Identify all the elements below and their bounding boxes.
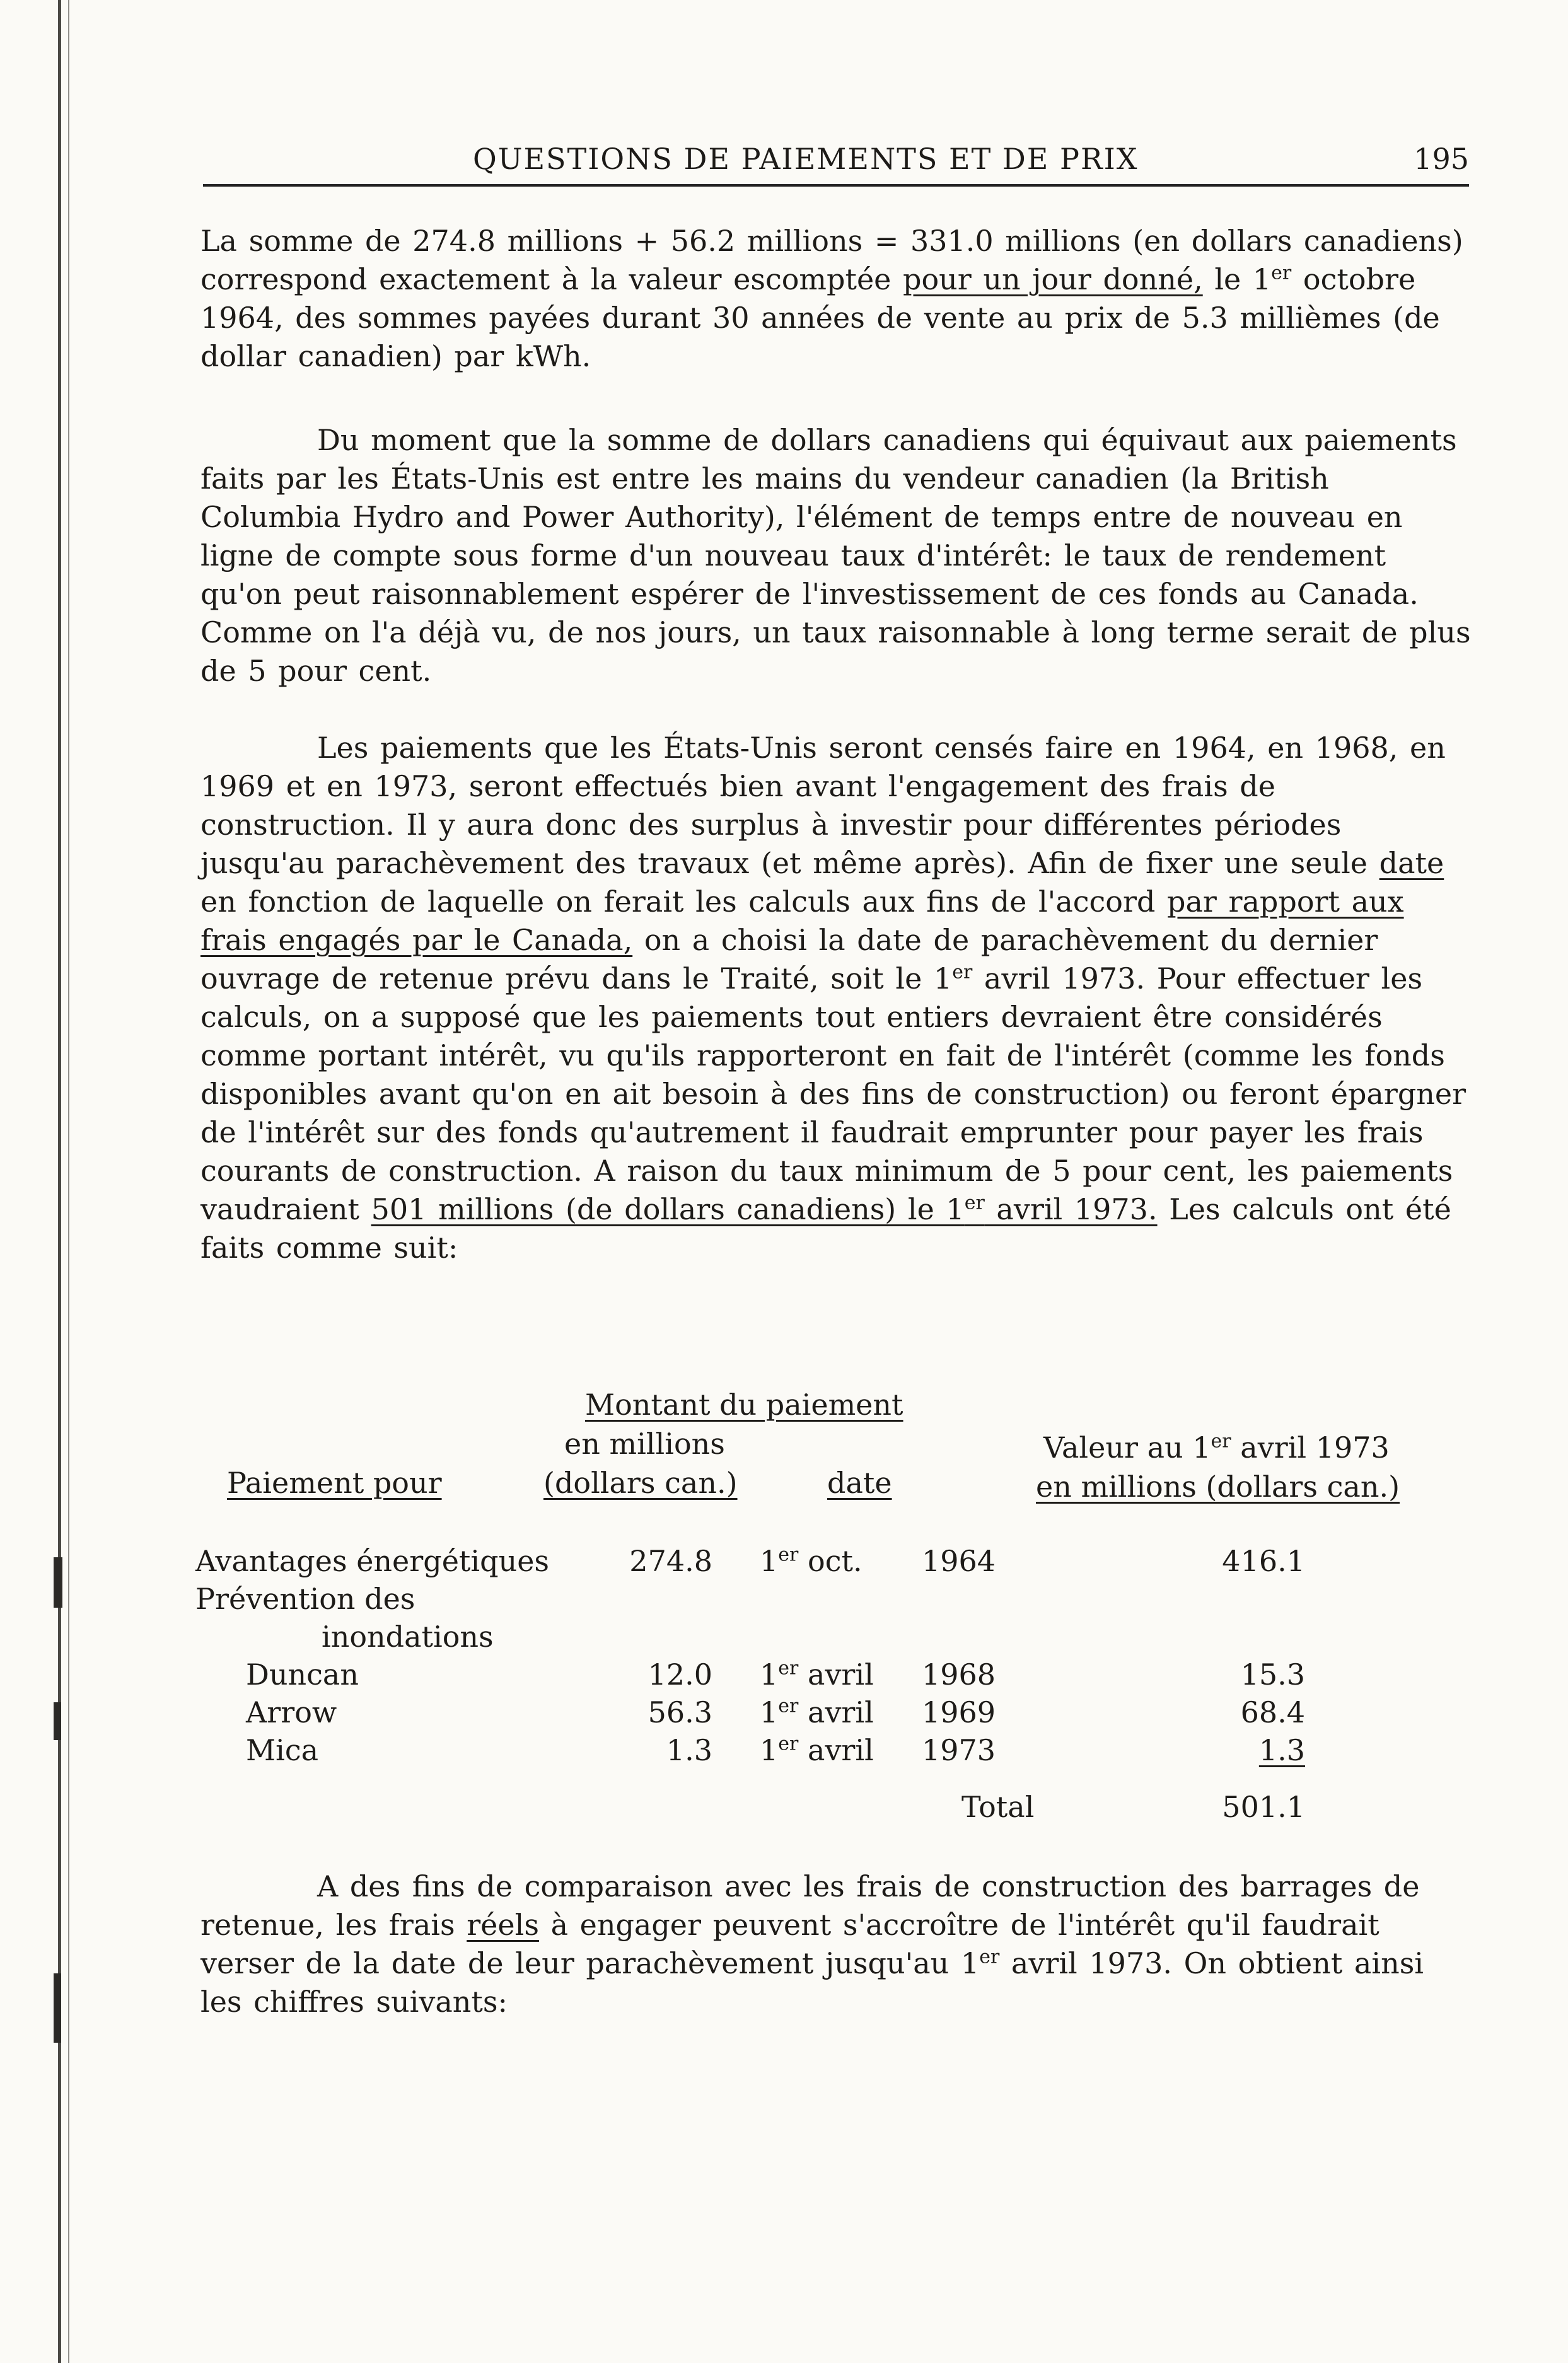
para3-text-e: Les calculs ont été faits comme suit:	[200, 1192, 1451, 1265]
scan-mark	[54, 1702, 61, 1740]
row-amount: 12.0	[648, 1658, 712, 1692]
scan-mark	[54, 1557, 62, 1608]
para4-sup: er	[979, 1946, 1000, 1968]
para1-sup: er	[1271, 262, 1292, 284]
row-date: 1er oct.	[760, 1543, 862, 1578]
paragraph-3	[200, 729, 1474, 1267]
para3-text-d: avril 1973. Pour effectuer les calculs, on a supposé que les paiements tout entiers devraient être considérés comme portant intérêt, vu qu'ils rapporteront en fait de l'intérêt (comme les fonds disponibles avant qu'on en ait besoin à des fins de construction) ou feront épargner de l'intérêt sur des fonds qu'autrement il faudrait emprunter pour payer les frais courants de construction. A raison du taux minimum de 5 pour cent, les paiements vaudraient	[200, 961, 1466, 1226]
total-label: Total	[961, 1790, 1035, 1824]
row-label: Avantages énergétiques	[195, 1544, 550, 1578]
col-head-montant: Montant du paiement	[585, 1388, 903, 1422]
running-header	[202, 142, 1469, 180]
para3-underline-2: par rapport aux frais engagés par le Canada,	[200, 885, 1404, 957]
para2-text: Du moment que la somme de dollars canadiens qui équivaut aux paiements faits par les États-Unis est entre les mains du vendeur canadien (la British Columbia Hydro and Power Authority), l'élément de temps entre de nouveau en ligne de compte sous forme d'un nouveau taux d'intérêt: le taux de rendement qu'on peut raisonnablement espérer de l'investissement de ces fonds au Canada. Comme on l'a déjà vu, de nos jours, un taux raisonnable à long terme serait de plus de 5 pour cent.	[200, 423, 1471, 688]
scan-mark	[54, 1973, 61, 2043]
row-label: Prévention des	[195, 1582, 415, 1616]
para3-sup-1: er	[952, 961, 973, 984]
para3-sup-2: er	[964, 1192, 985, 1214]
col-head-valeur-units: en millions (dollars can.)	[1036, 1470, 1400, 1504]
row-year: 1964	[922, 1544, 996, 1578]
para4-underline-1: réels	[467, 1908, 539, 1942]
row-date: 1er avril	[760, 1657, 874, 1692]
para3-underline-4: avril 1973.	[984, 1192, 1158, 1226]
row-year: 1969	[922, 1695, 996, 1729]
col-head-date: date	[827, 1466, 892, 1500]
para3-underline-3: 501 millions (de dollars canadiens) le 1	[371, 1192, 965, 1226]
row-label: inondations	[322, 1620, 494, 1654]
page-binding-edge-inner	[68, 0, 69, 2363]
header-rule	[203, 184, 1469, 187]
row-date: 1er avril	[760, 1695, 874, 1729]
para1-text-a: La somme de 274.8 millions + 56.2 millions = 331.0 millions (en dollars canadiens) correspond exactement à la valeur escomptée	[200, 224, 1463, 296]
row-value: 416.1	[1222, 1544, 1305, 1578]
row-value: 15.3	[1240, 1658, 1305, 1692]
col-head-valeur: Valeur au 1er avril 1973	[1043, 1430, 1390, 1465]
para1-underline-1: pour un jour donné,	[903, 262, 1203, 296]
para4-text-a: A des fins de comparaison avec les frais de construction des barrages de retenue, les frais	[200, 1869, 1420, 1942]
row-amount: 1.3	[666, 1733, 712, 1767]
para3-text-c: on a choisi la date de parachèvement du dernier ouvrage de retenue prévu dans le Traité, soit le 1	[200, 923, 1378, 996]
col-head-paiement: Paiement pour	[227, 1466, 442, 1500]
row-date: 1er avril	[760, 1733, 874, 1767]
row-year: 1968	[922, 1658, 996, 1692]
para3-text-a: Les paiements que les États-Unis seront censés faire en 1964, en 1968, en 1969 et en 1973, seront effectués bien avant l'engagement des frais de construction. Il y aura donc des surplus à investir pour différentes périodes jusqu'au parachèvement des travaux (et même après). Afin de fixer une seule	[200, 731, 1446, 880]
paragraph-4	[200, 1867, 1474, 2021]
para4-text-b: à engager peuvent s'accroître de l'intérêt qu'il faudrait verser de la date de leur parachèvement jusqu'au 1	[200, 1908, 1379, 1980]
para1-text-b: le 1	[1202, 262, 1272, 296]
para1-text-c: octobre 1964, des sommes payées durant 30 années de vente au prix de 5.3 millièmes (de dollar canadien) par kWh.	[200, 262, 1440, 373]
row-year: 1973	[922, 1733, 996, 1767]
row-label: Mica	[246, 1733, 318, 1767]
row-amount: 56.3	[648, 1695, 712, 1729]
row-label: Arrow	[246, 1695, 337, 1729]
para4-text-c: avril 1973. On obtient ainsi les chiffres suivants:	[200, 1946, 1424, 2019]
page-number: 195	[1414, 142, 1469, 176]
paragraph-1	[200, 222, 1474, 376]
para3-underline-1: date	[1379, 846, 1444, 880]
col-head-dollars: (dollars can.)	[543, 1466, 738, 1500]
running-title: QUESTIONS DE PAIEMENTS ET DE PRIX	[473, 142, 1139, 176]
row-label: Duncan	[246, 1658, 359, 1692]
para3-text-b: en fonction de laquelle on ferait les calculs aux fins de l'accord	[200, 885, 1168, 919]
paragraph-2	[200, 421, 1474, 690]
row-value: 68.4	[1240, 1695, 1305, 1729]
row-value: 1.3	[1258, 1733, 1305, 1767]
total-value: 501.1	[1222, 1790, 1305, 1824]
row-amount: 274.8	[629, 1544, 712, 1578]
col-head-millions: en millions	[564, 1427, 725, 1461]
